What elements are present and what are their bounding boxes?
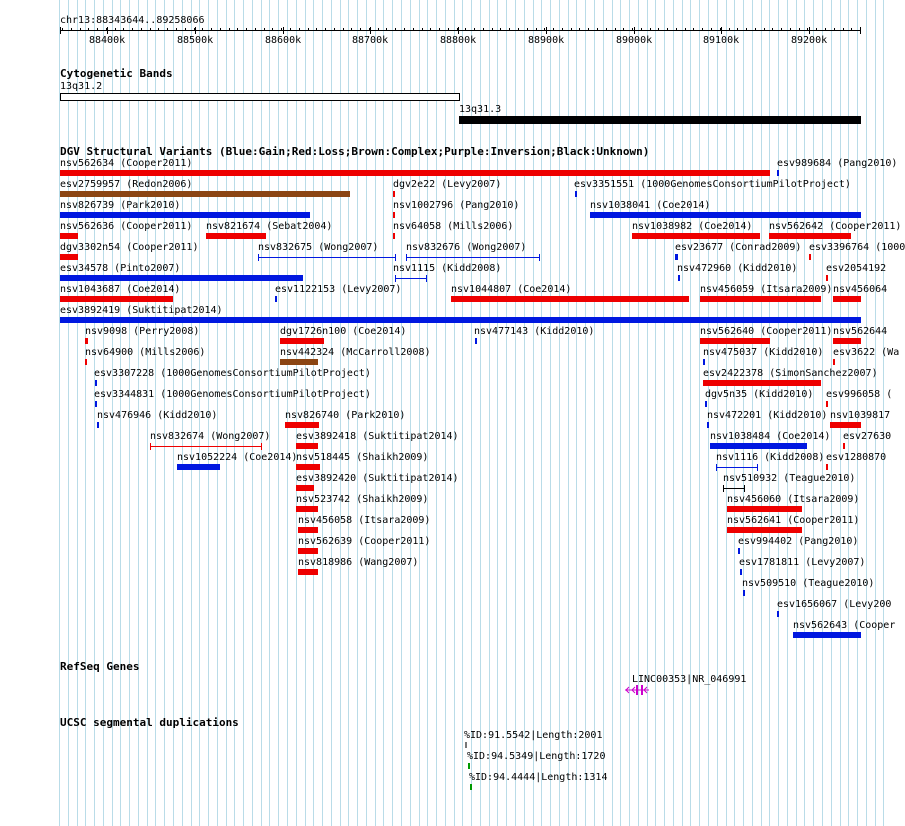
- ruler-minor-tick: [544, 28, 545, 31]
- ruler-minor-tick: [685, 28, 686, 31]
- ruler-minor-tick: [158, 28, 159, 31]
- variant-label[interactable]: esv3892420 (Suktitipat2014): [296, 473, 459, 484]
- variant-label[interactable]: nsv1038041 (Coe2014): [590, 200, 711, 211]
- variant-label[interactable]: nsv832676 (Wong2007): [406, 242, 527, 253]
- variant-bar[interactable]: [707, 422, 709, 428]
- variant-bar[interactable]: [296, 485, 314, 491]
- variant-range-cap: [261, 443, 262, 450]
- variant-range-cap: [723, 485, 724, 492]
- grid-line: [252, 0, 253, 826]
- ruler-minor-tick: [316, 28, 317, 31]
- ruler-minor-tick: [88, 28, 89, 31]
- ruler-minor-tick: [229, 28, 230, 31]
- variant-label[interactable]: esv1280870: [826, 452, 887, 463]
- variant-bar[interactable]: [843, 443, 845, 449]
- ruler-major-tick: [195, 27, 196, 34]
- grid-line: [243, 0, 244, 826]
- variant-bar[interactable]: [60, 212, 310, 218]
- variant-bar[interactable]: [743, 590, 745, 596]
- grid-line: [261, 0, 262, 826]
- ruler-major-tick: [283, 27, 284, 34]
- variant-bar[interactable]: [95, 380, 97, 386]
- variant-bar[interactable]: [393, 233, 395, 239]
- variant-label[interactable]: nsv821674 (Sebat2004): [206, 221, 333, 232]
- variant-range-cap: [150, 443, 151, 450]
- variant-bar[interactable]: [60, 170, 770, 176]
- variant-label[interactable]: nsv64058 (Mills2006): [393, 221, 514, 232]
- variant-label[interactable]: nsv1038982 (Coe2014): [632, 221, 753, 232]
- grid-line: [436, 0, 437, 826]
- variant-label[interactable]: dgv1726n100 (Coe2014): [280, 326, 407, 337]
- ruler-minor-tick: [650, 28, 651, 31]
- segdup-bar[interactable]: [468, 763, 470, 769]
- variant-label[interactable]: esv989684 (Pang2010): [777, 158, 898, 169]
- ruler-minor-tick: [281, 28, 282, 31]
- variant-label[interactable]: dgv2e22 (Levy2007): [393, 179, 502, 190]
- ruler-minor-tick: [825, 28, 826, 31]
- variant-bar[interactable]: [475, 338, 477, 344]
- variant-bar[interactable]: [393, 191, 395, 197]
- variant-label[interactable]: nsv562641 (Cooper2011): [727, 515, 860, 526]
- segdup-bar[interactable]: [470, 784, 472, 790]
- variant-bar[interactable]: [280, 338, 324, 344]
- variant-bar[interactable]: [177, 464, 220, 470]
- ruler-minor-tick: [676, 28, 677, 31]
- ruler-minor-tick: [123, 28, 124, 31]
- grid-line: [59, 0, 60, 826]
- ruler-minor-tick: [360, 28, 361, 31]
- ruler-minor-tick: [430, 28, 431, 31]
- ruler-minor-tick: [115, 28, 116, 31]
- ruler-minor-tick: [290, 28, 291, 31]
- variant-bar[interactable]: [793, 632, 861, 638]
- ruler-minor-tick: [448, 28, 449, 31]
- ruler-minor-tick: [632, 28, 633, 31]
- variant-label[interactable]: esv1122153 (Levy2007): [275, 284, 402, 295]
- ruler-minor-tick: [623, 28, 624, 31]
- variant-label[interactable]: nsv562644: [833, 326, 888, 337]
- ruler-minor-tick: [150, 28, 151, 31]
- variant-label[interactable]: nsv456059 (Itsara2009): [700, 284, 833, 295]
- variant-label[interactable]: nsv477143 (Kidd2010): [474, 326, 595, 337]
- variant-bar[interactable]: [60, 254, 78, 260]
- variant-label[interactable]: nsv475037 (Kidd2010): [703, 347, 824, 358]
- ruler-minor-tick: [465, 28, 466, 31]
- ruler-minor-tick: [351, 28, 352, 31]
- variant-bar[interactable]: [285, 422, 319, 428]
- ruler-minor-tick: [325, 28, 326, 31]
- ruler-major-tick: [370, 27, 371, 34]
- ruler-major-tick: [721, 27, 722, 34]
- variant-bar[interactable]: [809, 254, 811, 260]
- ruler-minor-tick: [500, 28, 501, 31]
- ruler-minor-tick: [790, 28, 791, 31]
- variant-bar[interactable]: [727, 527, 802, 533]
- grid-line: [278, 0, 279, 826]
- variant-bar[interactable]: [703, 380, 821, 386]
- ruler-minor-tick: [562, 28, 563, 31]
- ruler-minor-tick: [483, 28, 484, 31]
- variant-label[interactable]: nsv1002796 (Pang2010): [393, 200, 520, 211]
- variant-bar[interactable]: [830, 422, 861, 428]
- ruler-position-label: chr13:88343644..89258066: [60, 15, 205, 26]
- variant-label[interactable]: esv2422378 (SimonSanchez2007): [703, 368, 878, 379]
- variant-label[interactable]: nsv826740 (Park2010): [285, 410, 406, 421]
- ruler-minor-tick: [220, 28, 221, 31]
- variant-label[interactable]: nsv1043687 (Coe2014): [60, 284, 181, 295]
- ruler-tick-label: 88400k: [89, 35, 126, 46]
- ruler-minor-tick: [255, 28, 256, 31]
- cytoband-13q31-3[interactable]: [459, 116, 861, 124]
- cytoband-label-13q31-3: 13q31.3: [459, 104, 502, 115]
- variant-label[interactable]: nsv510932 (Teague2010): [723, 473, 856, 484]
- grid-line: [94, 0, 95, 826]
- ruler-minor-tick: [176, 28, 177, 31]
- variant-bar[interactable]: [710, 443, 807, 449]
- ruler-tick-label: 89000k: [616, 35, 653, 46]
- variant-bar[interactable]: [280, 359, 318, 365]
- variant-range-line[interactable]: [150, 446, 262, 447]
- ruler-right-arrow: [860, 27, 861, 34]
- variant-bar[interactable]: [833, 359, 835, 365]
- ruler-minor-tick: [615, 28, 616, 31]
- ruler-line: [60, 30, 861, 31]
- ruler-minor-tick: [185, 28, 186, 31]
- ruler-minor-tick: [299, 28, 300, 31]
- variant-label[interactable]: esv1781811 (Levy2007): [739, 557, 866, 568]
- variant-label[interactable]: esv3307228 (1000GenomesConsortiumPilotProject): [94, 368, 371, 379]
- ruler-minor-tick: [729, 28, 730, 31]
- ruler-minor-tick: [167, 28, 168, 31]
- dgv-track-title[interactable]: DGV Structural Variants (Blue:Gain;Red:Loss;Brown:Complex;Purple:Inversion;Black:Unknown): [60, 145, 650, 158]
- variant-range-cap: [406, 254, 407, 261]
- variant-label[interactable]: nsv523742 (Shaikh2009): [296, 494, 429, 505]
- ruler-minor-tick: [746, 28, 747, 31]
- variant-bar[interactable]: [727, 506, 802, 512]
- variant-bar[interactable]: [705, 401, 707, 407]
- variant-label[interactable]: nsv562636 (Cooper2011): [60, 221, 193, 232]
- grid-line: [269, 0, 270, 826]
- ruler-minor-tick: [404, 28, 405, 31]
- variant-range-cap: [744, 485, 745, 492]
- variant-label[interactable]: esv996058 (: [826, 389, 893, 400]
- variant-bar[interactable]: [678, 275, 680, 281]
- ruler-minor-tick: [395, 28, 396, 31]
- ruler-minor-tick: [439, 28, 440, 31]
- variant-bar[interactable]: [833, 338, 861, 344]
- ruler-minor-tick: [579, 28, 580, 31]
- ruler-minor-tick: [132, 28, 133, 31]
- ruler-minor-tick: [71, 28, 72, 31]
- ruler-minor-tick: [851, 28, 852, 31]
- ruler-minor-tick: [308, 28, 309, 31]
- variant-range-cap: [716, 464, 717, 471]
- variant-bar[interactable]: [575, 191, 577, 197]
- variant-bar[interactable]: [675, 254, 678, 260]
- variant-label[interactable]: nsv832674 (Wong2007): [150, 431, 271, 442]
- segdup-label[interactable]: %ID:94.4444|Length:1314: [469, 772, 608, 783]
- ruler-tick-label: 88600k: [265, 35, 302, 46]
- variant-bar[interactable]: [826, 275, 828, 281]
- ruler-minor-tick: [334, 28, 335, 31]
- variant-label[interactable]: esv1656067 (Levy200: [777, 599, 892, 610]
- variant-label[interactable]: esv3892419 (Suktitipat2014): [60, 305, 223, 316]
- variant-bar[interactable]: [393, 212, 395, 218]
- grid-line: [427, 0, 428, 826]
- variant-label[interactable]: nsv562634 (Cooper2011): [60, 158, 193, 169]
- ruler-minor-tick: [702, 28, 703, 31]
- grid-line: [226, 0, 227, 826]
- ruler-minor-tick: [755, 28, 756, 31]
- variant-bar[interactable]: [632, 233, 760, 239]
- grid-line: [85, 0, 86, 826]
- variant-label[interactable]: nsv64900 (Mills2006): [85, 347, 206, 358]
- variant-label[interactable]: nsv1044807 (Coe2014): [451, 284, 572, 295]
- variant-label[interactable]: nsv442324 (McCarroll2008): [280, 347, 431, 358]
- variant-bar[interactable]: [769, 233, 851, 239]
- variant-bar[interactable]: [97, 422, 99, 428]
- grid-line: [68, 0, 69, 826]
- ruler-major-tick: [809, 27, 810, 34]
- variant-label[interactable]: nsv1039817: [830, 410, 891, 421]
- variant-bar[interactable]: [826, 464, 828, 470]
- ruler-tick-label: 89100k: [703, 35, 740, 46]
- gene-arrow-icon: [624, 685, 650, 695]
- variant-bar[interactable]: [833, 296, 861, 302]
- ruler-minor-tick: [711, 28, 712, 31]
- variant-label[interactable]: nsv456060 (Itsara2009): [727, 494, 860, 505]
- variant-bar[interactable]: [60, 317, 861, 323]
- cytoband-track-title[interactable]: Cytogenetic Bands: [60, 67, 173, 80]
- variant-label[interactable]: nsv1052224 (Coe2014): [177, 452, 298, 463]
- ruler-minor-tick: [246, 28, 247, 31]
- variant-label[interactable]: nsv562639 (Cooper2011): [298, 536, 431, 547]
- ruler-minor-tick: [378, 28, 379, 31]
- variant-bar[interactable]: [275, 296, 277, 302]
- variant-label[interactable]: esv23677 (Conrad2009): [675, 242, 802, 253]
- segdup-track-title[interactable]: UCSC segmental duplications: [60, 716, 239, 729]
- ruler-minor-tick: [474, 28, 475, 31]
- variant-label[interactable]: nsv562642 (Cooper2011): [769, 221, 902, 232]
- ruler-minor-tick: [492, 28, 493, 31]
- ruler-minor-tick: [597, 28, 598, 31]
- variant-bar[interactable]: [826, 401, 828, 407]
- gene-model[interactable]: [624, 685, 650, 695]
- variant-label[interactable]: nsv456064: [833, 284, 888, 295]
- variant-label[interactable]: esv3344831 (1000GenomesConsortiumPilotProject): [94, 389, 371, 400]
- ruler-minor-tick: [413, 28, 414, 31]
- grid-line: [410, 0, 411, 826]
- gene-label[interactable]: LINC00353|NR_046991: [632, 674, 747, 685]
- variant-range-line[interactable]: [723, 488, 745, 489]
- ruler-major-tick: [546, 27, 547, 34]
- variant-bar[interactable]: [298, 548, 318, 554]
- variant-bar[interactable]: [451, 296, 689, 302]
- variant-range-cap: [258, 254, 259, 261]
- variant-label[interactable]: nsv818986 (Wang2007): [298, 557, 419, 568]
- variant-label[interactable]: nsv562640 (Cooper2011): [700, 326, 833, 337]
- ruler-minor-tick: [62, 28, 63, 31]
- variant-bar[interactable]: [296, 464, 320, 470]
- grid-line: [77, 0, 78, 826]
- ruler-minor-tick: [588, 28, 589, 31]
- grid-line: [419, 0, 420, 826]
- ruler-major-tick: [107, 27, 108, 34]
- ruler-minor-tick: [202, 28, 203, 31]
- variant-range-cap: [757, 464, 758, 471]
- variant-label[interactable]: nsv826739 (Park2010): [60, 200, 181, 211]
- ruler-minor-tick: [641, 28, 642, 31]
- variant-bar[interactable]: [60, 275, 303, 281]
- ruler-tick-label: 88500k: [177, 35, 214, 46]
- ruler-minor-tick: [237, 28, 238, 31]
- variant-bar[interactable]: [700, 338, 770, 344]
- segdup-bar[interactable]: [465, 742, 467, 748]
- variant-bar[interactable]: [738, 548, 740, 554]
- ruler-minor-tick: [799, 28, 800, 31]
- variant-label[interactable]: nsv456058 (Itsara2009): [298, 515, 431, 526]
- variant-range-cap: [426, 275, 427, 282]
- variant-label[interactable]: nsv476946 (Kidd2010): [97, 410, 218, 421]
- grid-line: [454, 0, 455, 826]
- ruler-minor-tick: [764, 28, 765, 31]
- grid-line: [445, 0, 446, 826]
- variant-range-line[interactable]: [258, 257, 396, 258]
- variant-label[interactable]: nsv1038484 (Coe2014): [710, 431, 831, 442]
- ruler-minor-tick: [211, 28, 212, 31]
- variant-bar[interactable]: [85, 359, 87, 365]
- variant-bar[interactable]: [60, 233, 78, 239]
- ruler-minor-tick: [807, 28, 808, 31]
- variant-bar[interactable]: [296, 443, 318, 449]
- variant-label[interactable]: esv34578 (Pinto2007): [60, 263, 181, 274]
- variant-label[interactable]: nsv518445 (Shaikh2009): [296, 452, 429, 463]
- ruler-minor-tick: [386, 28, 387, 31]
- ruler-minor-tick: [737, 28, 738, 31]
- variant-label[interactable]: esv27630: [843, 431, 892, 442]
- variant-label[interactable]: nsv472960 (Kidd2010): [677, 263, 798, 274]
- cytoband-13q31-2[interactable]: [60, 93, 460, 101]
- ruler-minor-tick: [422, 28, 423, 31]
- variant-label[interactable]: dgv3302n54 (Cooper2011): [60, 242, 199, 253]
- ruler-major-tick: [634, 27, 635, 34]
- variant-range-line[interactable]: [406, 257, 540, 258]
- variant-label[interactable]: esv3351551 (1000GenomesConsortiumPilotProject): [574, 179, 851, 190]
- ruler-minor-tick: [693, 28, 694, 31]
- variant-bar[interactable]: [60, 191, 350, 197]
- ruler-minor-tick: [816, 28, 817, 31]
- ruler-tick-label: 88800k: [440, 35, 477, 46]
- variant-label[interactable]: esv2054192: [826, 263, 887, 274]
- variant-bar[interactable]: [777, 170, 779, 176]
- ruler-minor-tick: [658, 28, 659, 31]
- variant-label[interactable]: nsv9098 (Perry2008): [85, 326, 200, 337]
- ruler-major-tick: [458, 27, 459, 34]
- variant-bar[interactable]: [95, 401, 97, 407]
- variant-bar[interactable]: [703, 359, 705, 365]
- variant-range-cap: [395, 254, 396, 261]
- ruler-minor-tick: [264, 28, 265, 31]
- refseq-track-title[interactable]: RefSeq Genes: [60, 660, 140, 673]
- variant-range-cap: [395, 275, 396, 282]
- variant-label[interactable]: nsv1115 (Kidd2008): [393, 263, 502, 274]
- ruler-minor-tick: [834, 28, 835, 31]
- variant-label[interactable]: esv2759957 (Redon2006): [60, 179, 193, 190]
- ruler-minor-tick: [80, 28, 81, 31]
- variant-label[interactable]: nsv472201 (Kidd2010): [707, 410, 828, 421]
- variant-label[interactable]: nsv562643 (Cooper: [793, 620, 896, 631]
- ruler-minor-tick: [518, 28, 519, 31]
- variant-bar[interactable]: [60, 296, 173, 302]
- ruler-tick-label: 89200k: [791, 35, 828, 46]
- variant-bar[interactable]: [590, 212, 861, 218]
- ruler-minor-tick: [843, 28, 844, 31]
- variant-label[interactable]: nsv832675 (Wong2007): [258, 242, 379, 253]
- variant-bar[interactable]: [298, 569, 318, 575]
- ruler-minor-tick: [272, 28, 273, 31]
- cytoband-label-13q31-2: 13q31.2: [60, 81, 103, 92]
- variant-range-line[interactable]: [395, 278, 427, 279]
- variant-label[interactable]: nsv509510 (Teague2010): [742, 578, 875, 589]
- variant-bar[interactable]: [85, 338, 88, 344]
- ruler-minor-tick: [343, 28, 344, 31]
- variant-range-line[interactable]: [716, 467, 758, 468]
- ruler-minor-tick: [141, 28, 142, 31]
- segdup-label[interactable]: %ID:94.5349|Length:1720: [467, 751, 606, 762]
- variant-bar[interactable]: [777, 611, 779, 617]
- variant-label[interactable]: nsv1116 (Kidd2008): [716, 452, 825, 463]
- ruler-minor-tick: [772, 28, 773, 31]
- variant-bar[interactable]: [740, 569, 742, 575]
- variant-label[interactable]: esv3892418 (Suktitipat2014): [296, 431, 459, 442]
- ruler-minor-tick: [781, 28, 782, 31]
- variant-bar[interactable]: [296, 506, 318, 512]
- ruler-tick-label: 88900k: [528, 35, 565, 46]
- ruler-minor-tick: [571, 28, 572, 31]
- ruler-left-arrow: [60, 27, 61, 34]
- ruler-minor-tick: [606, 28, 607, 31]
- ruler-minor-tick: [667, 28, 668, 31]
- ruler-minor-tick: [527, 28, 528, 31]
- ruler-tick-label: 88700k: [352, 35, 389, 46]
- variant-label[interactable]: esv3622 (Wa: [833, 347, 900, 358]
- ruler-minor-tick: [97, 28, 98, 31]
- segdup-label[interactable]: %ID:91.5542|Length:2001: [464, 730, 603, 741]
- variant-label[interactable]: dgv5n35 (Kidd2010): [705, 389, 814, 400]
- variant-label[interactable]: esv3396764 (1000: [809, 242, 905, 253]
- ruler-minor-tick: [536, 28, 537, 31]
- grid-line: [234, 0, 235, 826]
- variant-bar[interactable]: [206, 233, 266, 239]
- ruler-minor-tick: [509, 28, 510, 31]
- variant-range-cap: [539, 254, 540, 261]
- variant-bar[interactable]: [700, 296, 821, 302]
- variant-bar[interactable]: [298, 527, 318, 533]
- ruler-minor-tick: [553, 28, 554, 31]
- variant-label[interactable]: esv994402 (Pang2010): [738, 536, 859, 547]
